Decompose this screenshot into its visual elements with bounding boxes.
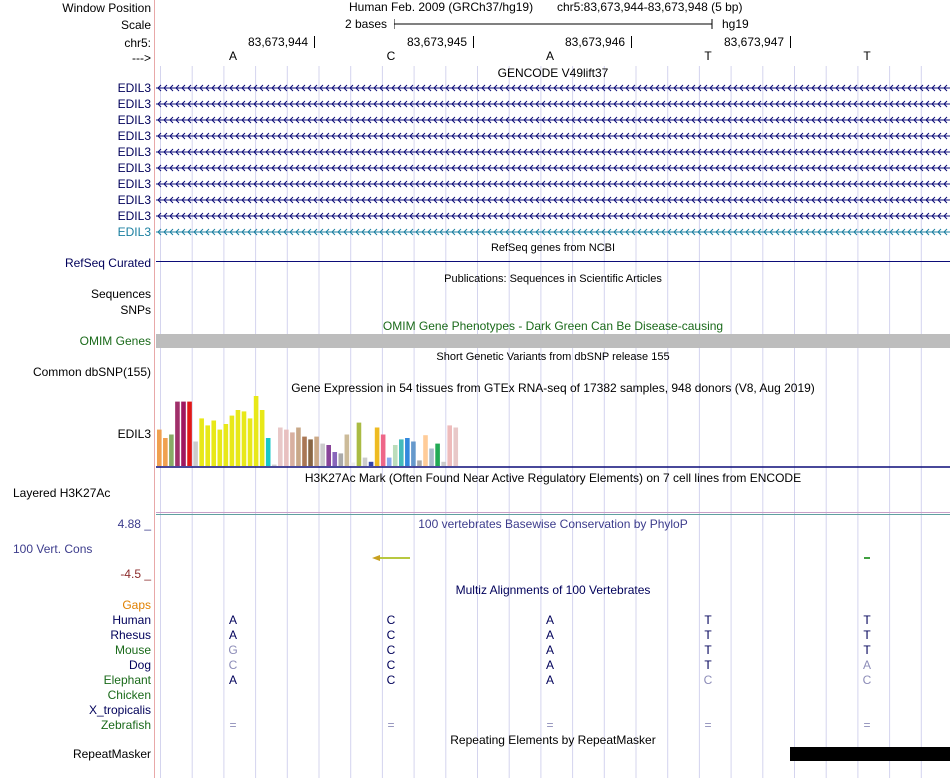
gene-line-2[interactable]: [156, 99, 950, 109]
gtex-bar-7[interactable]: [193, 442, 198, 467]
label-common-dbsnp[interactable]: Common dbSNP(155): [32, 365, 151, 379]
gtex-bar-24[interactable]: [296, 428, 301, 467]
gtex-bar-16[interactable]: [248, 418, 253, 466]
aligned-base: =: [704, 718, 712, 732]
gtex-bar-44[interactable]: [417, 460, 422, 466]
gene-line-4[interactable]: [156, 131, 950, 141]
label-window-position[interactable]: Window Position: [62, 1, 151, 15]
ref-base-2: C: [386, 49, 396, 63]
label-omim-genes[interactable]: OMIM Genes: [79, 334, 151, 348]
label-chromosome[interactable]: chr5:: [124, 36, 151, 50]
label-gene-6[interactable]: EDIL3: [117, 161, 151, 175]
aligned-base: =: [229, 718, 237, 732]
gtex-bar-30[interactable]: [332, 452, 337, 466]
h3k27ac-signal-1: [156, 512, 950, 513]
gtex-bar-31[interactable]: [339, 453, 344, 466]
gtex-bar-47[interactable]: [435, 444, 440, 466]
aligned-base: T: [704, 658, 712, 672]
repeat-element-block[interactable]: [790, 747, 950, 761]
gtex-bar-34[interactable]: [357, 423, 362, 466]
label-gaps[interactable]: Gaps: [122, 598, 151, 612]
label-gene-3[interactable]: EDIL3: [117, 113, 151, 127]
gencode-track-title: GENCODE V49lift37: [497, 66, 609, 80]
label-species-rhesus[interactable]: Rhesus: [110, 628, 151, 642]
gtex-bar-3[interactable]: [169, 435, 174, 467]
aligned-base: A: [545, 658, 554, 672]
aligned-base: T: [863, 613, 871, 627]
gtex-bar-46[interactable]: [429, 449, 434, 467]
label-species-human[interactable]: Human: [112, 613, 151, 627]
aligned-base: C: [386, 673, 396, 687]
label-gene-1[interactable]: EDIL3: [117, 81, 151, 95]
gtex-bar-25[interactable]: [302, 437, 307, 466]
gtex-bar-15[interactable]: [242, 411, 247, 466]
aligned-base: =: [863, 718, 871, 732]
label-sequences[interactable]: Sequences: [90, 287, 151, 301]
gene-line-5[interactable]: [156, 147, 950, 157]
label-repeatmasker[interactable]: RepeatMasker: [72, 747, 151, 761]
gtex-bar-48[interactable]: [441, 462, 446, 466]
gtex-bar-45[interactable]: [423, 435, 428, 466]
omim-feature-bar[interactable]: [156, 334, 950, 348]
track-display-area[interactable]: [156, 0, 950, 778]
label-species-mouse[interactable]: Mouse: [114, 643, 151, 657]
aligned-base: =: [387, 718, 395, 732]
phylop-track-title: 100 vertebrates Basewise Conservation by PhyloP: [418, 517, 688, 531]
gtex-bar-27[interactable]: [314, 437, 319, 466]
aligned-base: G: [228, 643, 238, 657]
label-gene-2[interactable]: EDIL3: [117, 97, 151, 111]
gtex-bar-5[interactable]: [181, 402, 186, 466]
label-species-elephant[interactable]: Elephant: [103, 673, 151, 687]
ruler-ticks: [156, 34, 950, 50]
gtex-bar-1[interactable]: [157, 430, 162, 466]
gtex-bar-10[interactable]: [211, 421, 216, 467]
ref-base-1: A: [228, 49, 237, 63]
aligned-base: C: [386, 613, 396, 627]
gene-line-7[interactable]: [156, 179, 950, 189]
label-gene-9[interactable]: EDIL3: [117, 209, 151, 223]
aligned-base: C: [386, 643, 396, 657]
multiz-track-title: Multiz Alignments of 100 Vertebrates: [455, 583, 651, 597]
gtex-bar-28[interactable]: [320, 444, 325, 466]
gtex-bar-50[interactable]: [453, 428, 458, 467]
gene-line-9[interactable]: [156, 211, 950, 221]
gtex-bar-11[interactable]: [218, 430, 223, 466]
label-gene-4[interactable]: EDIL3: [117, 129, 151, 143]
aligned-base: A: [545, 643, 554, 657]
refseq-gene-line[interactable]: [156, 261, 950, 262]
gtex-bar-19[interactable]: [266, 438, 271, 466]
gtex-bar-29[interactable]: [326, 445, 331, 466]
gtex-bar-36[interactable]: [369, 462, 374, 466]
gtex-bar-26[interactable]: [308, 439, 313, 466]
gtex-bar-2[interactable]: [163, 438, 168, 466]
gtex-bar-35[interactable]: [363, 458, 368, 466]
gtex-bar-22[interactable]: [284, 430, 289, 466]
scale-bar-text: 2 bases: [345, 17, 388, 31]
gtex-bar-20[interactable]: [272, 465, 277, 466]
label-gtex-gene[interactable]: EDIL3: [117, 427, 151, 441]
omim-track-title: OMIM Gene Phenotypes - Dark Green Can Be Disease-causing: [382, 319, 724, 333]
aligned-base: A: [862, 658, 871, 672]
gtex-bar-21[interactable]: [278, 428, 283, 467]
coord-tick-2: 83,673,945: [407, 35, 468, 49]
aligned-base: T: [863, 628, 871, 642]
gtex-bar-33[interactable]: [351, 463, 356, 467]
gene-line-10[interactable]: [156, 227, 950, 237]
label-snps[interactable]: SNPs: [120, 303, 151, 317]
repeatmasker-track-title: Repeating Elements by RepeatMasker: [450, 733, 656, 747]
gtex-bar-42[interactable]: [405, 438, 410, 466]
gtex-bar-37[interactable]: [375, 428, 380, 467]
h3k27ac-signal-2: [156, 514, 950, 515]
gtex-track-title: Gene Expression in 54 tissues from GTEx RNA-seq of 17382 samples, 948 donors (V8, Aug 2019): [291, 381, 815, 395]
gtex-bar-41[interactable]: [399, 439, 404, 466]
gtex-bar-14[interactable]: [236, 410, 241, 466]
aligned-base: A: [545, 628, 554, 642]
label-species-dog[interactable]: Dog: [128, 658, 151, 672]
gtex-bar-38[interactable]: [381, 435, 386, 467]
assembly-label: Human Feb. 2009 (GRCh37/hg19): [349, 0, 534, 14]
label-species-xtropicalis[interactable]: X_tropicalis: [88, 703, 151, 717]
aligned-base: C: [703, 673, 713, 687]
dbsnp-track-title: Short Genetic Variants from dbSNP release 155: [436, 351, 670, 363]
gene-line-8[interactable]: [156, 195, 950, 205]
gtex-bar-17[interactable]: [254, 396, 259, 466]
label-species-chicken[interactable]: Chicken: [107, 688, 151, 702]
label-conservation-max: 4.88 _: [117, 517, 151, 531]
aligned-base: C: [228, 658, 238, 672]
aligned-base: A: [228, 613, 237, 627]
label-layered-h3k27ac[interactable]: Layered H3K27Ac: [13, 486, 111, 500]
coord-tick-3: 83,673,946: [565, 35, 626, 49]
label-conservation-min: -4.5 _: [120, 567, 151, 581]
gtex-bar-43[interactable]: [411, 442, 416, 467]
gtex-bar-40[interactable]: [393, 445, 398, 466]
gtex-bar-13[interactable]: [230, 416, 235, 466]
label-scale[interactable]: Scale: [120, 18, 151, 32]
gtex-bar-49[interactable]: [447, 425, 452, 466]
gene-line-6[interactable]: [156, 163, 950, 173]
aligned-base: T: [704, 628, 712, 642]
label-100-vert-cons[interactable]: 100 Vert. Cons: [13, 542, 93, 556]
gtex-bar-23[interactable]: [290, 432, 295, 466]
aligned-base: A: [228, 673, 237, 687]
ref-base-5: T: [863, 49, 871, 63]
label-species-zebrafish[interactable]: Zebrafish: [100, 718, 151, 732]
label-gene-8[interactable]: EDIL3: [117, 193, 151, 207]
aligned-base: =: [546, 718, 554, 732]
phylop-signal[interactable]: [156, 550, 950, 566]
gtex-bar-32[interactable]: [345, 435, 350, 467]
gtex-expression-chart[interactable]: [156, 396, 950, 468]
aligned-base: A: [228, 628, 237, 642]
coord-tick-4: 83,673,947: [724, 35, 785, 49]
gtex-bar-8[interactable]: [199, 418, 204, 466]
label-gene-10[interactable]: EDIL3: [117, 225, 151, 239]
gtex-bar-6[interactable]: [187, 402, 192, 466]
label-strand-arrow[interactable]: --->: [132, 51, 151, 65]
gtex-bar-18[interactable]: [260, 410, 265, 466]
aligned-base: C: [862, 673, 872, 687]
aligned-base: T: [704, 613, 712, 627]
track-label-column: [0, 0, 155, 778]
refseq-track-title: RefSeq genes from NCBI: [490, 242, 616, 254]
aligned-base: C: [386, 628, 396, 642]
ref-base-3: A: [545, 49, 554, 63]
gene-line-3[interactable]: [156, 115, 950, 125]
publications-track-title: Publications: Sequences in Scientific Articles: [444, 273, 662, 285]
label-gene-7[interactable]: EDIL3: [117, 177, 151, 191]
scale-bar: [394, 17, 714, 31]
ref-base-4: T: [704, 49, 712, 63]
aligned-base: C: [386, 658, 396, 672]
gtex-bar-9[interactable]: [205, 425, 210, 466]
position-label: chr5:83,673,944-83,673,948 (5 bp): [557, 0, 743, 14]
label-refseq-curated[interactable]: RefSeq Curated: [64, 256, 151, 270]
aligned-base: T: [863, 643, 871, 657]
label-gene-5[interactable]: EDIL3: [117, 145, 151, 159]
gtex-bar-4[interactable]: [175, 402, 180, 466]
gtex-bar-12[interactable]: [224, 424, 229, 466]
aligned-base: T: [704, 643, 712, 657]
aligned-base: A: [545, 613, 554, 627]
gene-line-1[interactable]: [156, 83, 950, 93]
scale-db-label: hg19: [722, 17, 749, 31]
aligned-base: A: [545, 673, 554, 687]
gtex-bar-39[interactable]: [387, 458, 392, 466]
coord-tick-1: 83,673,944: [248, 35, 309, 49]
h3k27ac-track-title: H3K27Ac Mark (Often Found Near Active Regulatory Elements) on 7 cell lines from ENCODE: [304, 471, 802, 485]
